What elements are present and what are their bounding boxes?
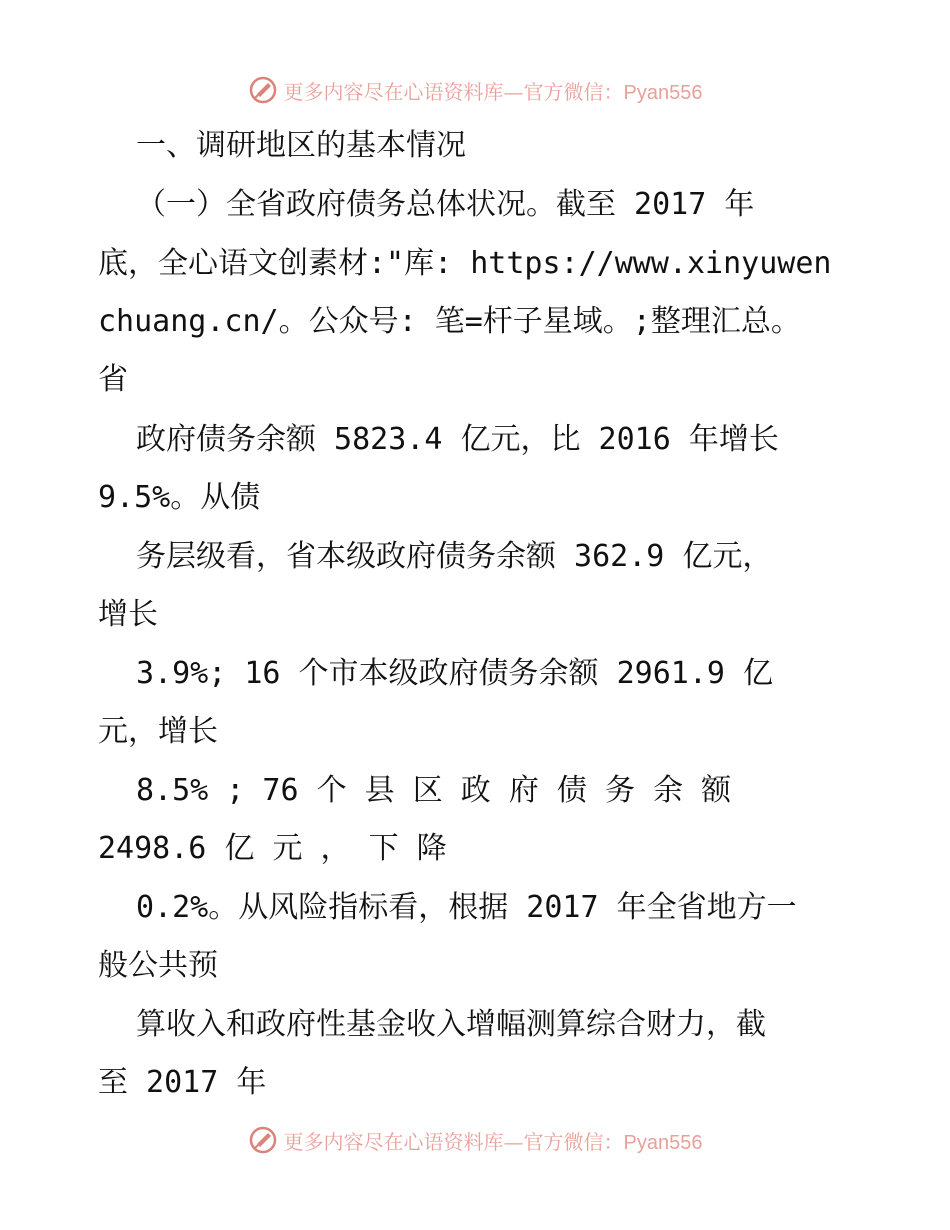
paragraph-line: 3.9%; 16 个市本级政府债务余额 2961.9 亿: [136, 656, 774, 691]
paragraph-line: 2498.6 亿 元 ， 下 降: [98, 831, 447, 866]
paragraph-line: 9.5%。从债: [98, 480, 261, 515]
section-heading: 一、调研地区的基本情况: [136, 128, 466, 163]
paragraph-line: 0.2%。从风险指标看，根据 2017 年全省地方一: [136, 890, 797, 925]
logo-icon: [248, 1125, 278, 1155]
paragraph-line: 务层级看，省本级政府债务余额 362.9 亿元，: [136, 539, 773, 574]
watermark-text: 更多内容尽在心语资料库—官方微信：Pyan556: [283, 79, 703, 104]
paragraph-line: 元，增长: [98, 714, 218, 749]
watermark-text: 更多内容尽在心语资料库—官方微信：Pyan556: [283, 1129, 703, 1154]
paragraph-line: （一）全省政府债务总体状况。截至 2017 年: [136, 187, 755, 222]
paragraph-line: 至 2017 年: [98, 1065, 267, 1100]
paragraph-line: 底，全心语文创素材:"库: https://www.xinyuwen: [98, 246, 832, 281]
paragraph-line: 增长: [98, 597, 158, 632]
paragraph-line: 般公共预: [98, 948, 218, 983]
paragraph-line: 算收入和政府性基金收入增幅测算综合财力，截: [136, 1007, 766, 1042]
footer-watermark: [0, 1120, 950, 1160]
paragraph-line: chuang.cn/。公众号: 笔=杆子星域。;整理汇总。: [98, 304, 801, 339]
paragraph-line: 政府债务余额 5823.4 亿元，比 2016 年增长: [136, 422, 779, 457]
paragraph-line: 省: [98, 362, 128, 397]
paragraph-line: 8.5% ; 76 个 县 区 政 府 债 务 余 额: [136, 773, 732, 808]
